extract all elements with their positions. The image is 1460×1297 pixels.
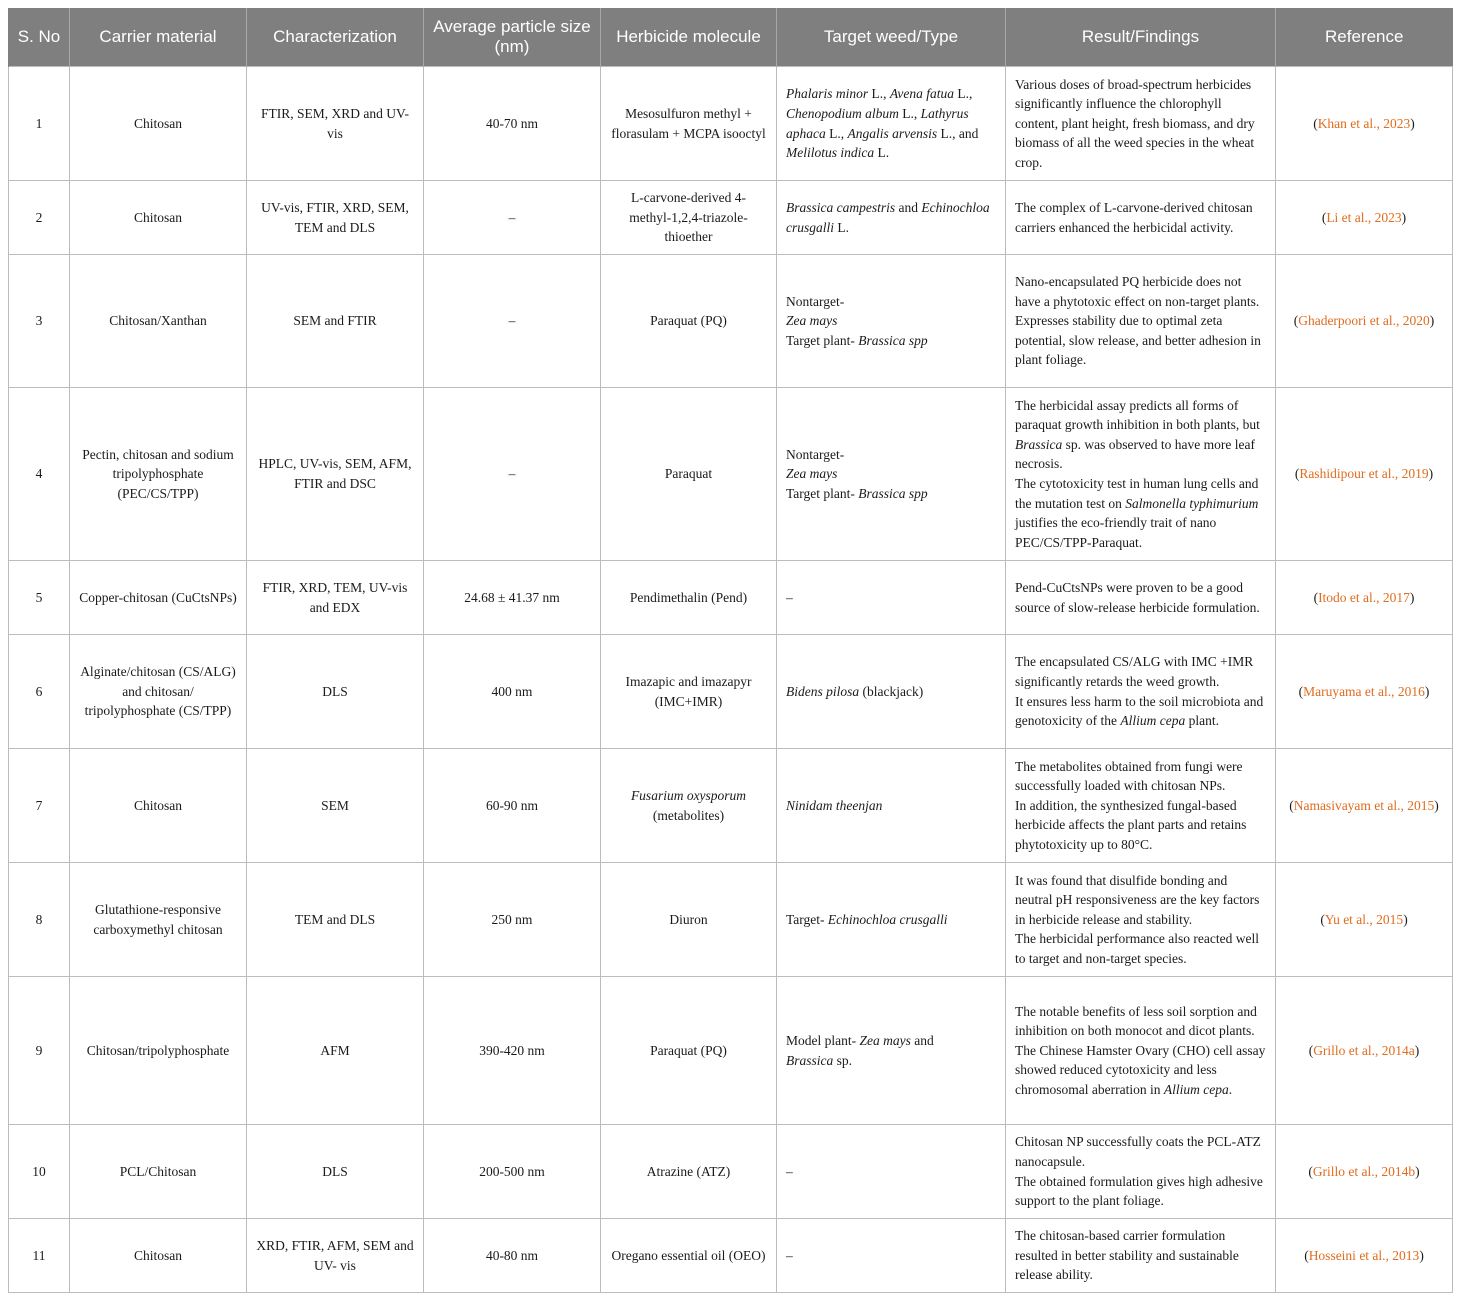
cell-result: Nano-encapsulated PQ herbicide does not have a phytotoxic effect on non-target plants. Expresses stability due to optimal zeta potential, slow release, and better adhesion in plant foliage.: [1006, 255, 1276, 388]
cell-sno: 4: [9, 388, 70, 561]
cell-size: 40-70 nm: [424, 67, 601, 181]
cell-target: Ninidam theenjan: [777, 749, 1006, 863]
cell-characterization: SEM: [247, 749, 424, 863]
cell-herbicide: Paraquat: [601, 388, 777, 561]
cell-carrier: Chitosan: [70, 1219, 247, 1293]
cell-size: 250 nm: [424, 863, 601, 977]
reference-link[interactable]: Li et al., 2023: [1326, 209, 1402, 225]
reference-link[interactable]: Hosseini et al., 2013: [1308, 1247, 1420, 1263]
cell-reference: (Itodo et al., 2017): [1276, 561, 1453, 635]
cell-reference: (Rashidipour et al., 2019): [1276, 388, 1453, 561]
cell-herbicide: Atrazine (ATZ): [601, 1125, 777, 1219]
cell-sno: 7: [9, 749, 70, 863]
reference-link[interactable]: Rashidipour et al., 2019: [1299, 466, 1429, 482]
cell-result: The chitosan-based carrier formulation resulted in better stability and sustainable release ability.: [1006, 1219, 1276, 1293]
cell-sno: 5: [9, 561, 70, 635]
cell-sno: 9: [9, 977, 70, 1125]
cell-target: Model plant- Zea mays and Brassica sp.: [777, 977, 1006, 1125]
cell-herbicide: Mesosulfuron methyl + florasulam + MCPA isooctyl: [601, 67, 777, 181]
table-row: [9, 255, 1453, 388]
reference-link[interactable]: Ghaderpoori et al., 2020: [1298, 313, 1430, 329]
cell-carrier: Chitosan/Xanthan: [70, 255, 247, 388]
reference-link[interactable]: Maruyama et al., 2016: [1303, 683, 1425, 699]
cell-target: Bidens pilosa (blackjack): [777, 635, 1006, 749]
cell-sno: 10: [9, 1125, 70, 1219]
cell-herbicide: Fusarium oxysporum (metabolites): [601, 749, 777, 863]
cell-target: –: [777, 561, 1006, 635]
col-header-sno: S. No: [9, 8, 70, 67]
cell-reference: (Li et al., 2023): [1276, 181, 1453, 255]
cell-herbicide: Paraquat (PQ): [601, 255, 777, 388]
cell-characterization: XRD, FTIR, AFM, SEM and UV- vis: [247, 1219, 424, 1293]
cell-sno: 1: [9, 67, 70, 181]
table-row: [9, 181, 1453, 255]
cell-herbicide: Pendimethalin (Pend): [601, 561, 777, 635]
table-row: [9, 561, 1453, 635]
table-row: [9, 67, 1453, 181]
cell-carrier: Alginate/chitosan (CS/ALG) and chitosan/ tripolyphosphate (CS/TPP): [70, 635, 247, 749]
cell-size: 390-420 nm: [424, 977, 601, 1125]
cell-carrier: Chitosan: [70, 181, 247, 255]
reference-link[interactable]: Grillo et al., 2014a: [1313, 1042, 1415, 1058]
table-row: [9, 977, 1453, 1125]
cell-carrier: Chitosan/tripolyphosphate: [70, 977, 247, 1125]
cell-reference: (Namasivayam et al., 2015): [1276, 749, 1453, 863]
cell-herbicide: Oregano essential oil (OEO): [601, 1219, 777, 1293]
col-header-result: Result/Findings: [1006, 8, 1276, 67]
cell-reference: (Hosseini et al., 2013): [1276, 1219, 1453, 1293]
table-row: [9, 749, 1453, 863]
cell-size: –: [424, 181, 601, 255]
cell-reference: (Maruyama et al., 2016): [1276, 635, 1453, 749]
cell-reference: (Yu et al., 2015): [1276, 863, 1453, 977]
cell-target: –: [777, 1219, 1006, 1293]
cell-herbicide: Imazapic and imazapyr (IMC+IMR): [601, 635, 777, 749]
col-header-herbicide: Herbicide molecule: [601, 8, 777, 67]
cell-result: The notable benefits of less soil sorption and inhibition on both monocot and dicot plants. The Chinese Hamster Ovary (CHO) cell assay showed reduced cytotoxicity and less chromosomal aberration in Allium cepa.: [1006, 977, 1276, 1125]
cell-size: –: [424, 388, 601, 561]
cell-size: 24.68 ± 41.37 nm: [424, 561, 601, 635]
cell-size: –: [424, 255, 601, 388]
reference-link[interactable]: Grillo et al., 2014b: [1312, 1163, 1416, 1179]
cell-carrier: Copper-chitosan (CuCtsNPs): [70, 561, 247, 635]
col-header-target: Target weed/Type: [777, 8, 1006, 67]
cell-result: Various doses of broad-spectrum herbicides significantly influence the chlorophyll content, plant height, fresh biomass, and dry biomass of all the weed species in the wheat crop.: [1006, 67, 1276, 181]
reference-link[interactable]: Khan et al., 2023: [1317, 115, 1411, 131]
cell-sno: 6: [9, 635, 70, 749]
table-row: [9, 635, 1453, 749]
cell-characterization: SEM and FTIR: [247, 255, 424, 388]
col-header-characterization: Characterization: [247, 8, 424, 67]
cell-characterization: AFM: [247, 977, 424, 1125]
col-header-carrier: Carrier material: [70, 8, 247, 67]
cell-reference: (Grillo et al., 2014a): [1276, 977, 1453, 1125]
cell-sno: 2: [9, 181, 70, 255]
cell-sno: 11: [9, 1219, 70, 1293]
cell-herbicide: L-carvone-derived 4-methyl-1,2,4-triazole-thioether: [601, 181, 777, 255]
cell-target: Target- Echinochloa crusgalli: [777, 863, 1006, 977]
cell-carrier: Chitosan: [70, 67, 247, 181]
col-header-reference: Reference: [1276, 8, 1453, 67]
cell-characterization: UV-vis, FTIR, XRD, SEM, TEM and DLS: [247, 181, 424, 255]
cell-herbicide: Paraquat (PQ): [601, 977, 777, 1125]
reference-link[interactable]: Itodo et al., 2017: [1318, 589, 1410, 605]
cell-target: Brassica campestris and Echinochloa crusgalli L.: [777, 181, 1006, 255]
herbicide-carrier-table: [8, 8, 1453, 1293]
cell-result: The metabolites obtained from fungi were successfully loaded with chitosan NPs. In addition, the synthesized fungal-based herbicide affects the plant parts and retains phytotoxicity up to 80°C.: [1006, 749, 1276, 863]
cell-target: –: [777, 1125, 1006, 1219]
cell-result: Pend-CuCtsNPs were proven to be a good source of slow-release herbicide formulation.: [1006, 561, 1276, 635]
cell-target: Nontarget- Zea mays Target plant- Brassica spp: [777, 388, 1006, 561]
cell-size: 60-90 nm: [424, 749, 601, 863]
cell-result: The complex of L-carvone-derived chitosan carriers enhanced the herbicidal activity.: [1006, 181, 1276, 255]
cell-carrier: Chitosan: [70, 749, 247, 863]
reference-link[interactable]: Yu et al., 2015: [1324, 911, 1404, 927]
cell-result: The herbicidal assay predicts all forms of paraquat growth inhibition in both plants, but Brassica sp. was observed to have more leaf necrosis. The cytotoxicity test in human lung cells and the mutation test on Salmonella typhimurium justifies the eco-friendly trait of nano PEC/CS/TPP-Paraquat.: [1006, 388, 1276, 561]
cell-characterization: DLS: [247, 1125, 424, 1219]
cell-carrier: PCL/Chitosan: [70, 1125, 247, 1219]
cell-carrier: Glutathione-responsive carboxymethyl chitosan: [70, 863, 247, 977]
cell-characterization: DLS: [247, 635, 424, 749]
table-row: [9, 388, 1453, 561]
cell-size: 200-500 nm: [424, 1125, 601, 1219]
cell-reference: (Khan et al., 2023): [1276, 67, 1453, 181]
table-row: [9, 863, 1453, 977]
cell-sno: 3: [9, 255, 70, 388]
cell-size: 400 nm: [424, 635, 601, 749]
table-row: [9, 1125, 1453, 1219]
cell-size: 40-80 nm: [424, 1219, 601, 1293]
cell-characterization: FTIR, XRD, TEM, UV-vis and EDX: [247, 561, 424, 635]
header-row: [9, 8, 1453, 67]
reference-link[interactable]: Namasivayam et al., 2015: [1293, 797, 1435, 813]
table-row: [9, 1219, 1453, 1293]
cell-reference: (Grillo et al., 2014b): [1276, 1125, 1453, 1219]
cell-sno: 8: [9, 863, 70, 977]
col-header-size: Average particle size (nm): [424, 8, 601, 67]
cell-result: It was found that disulfide bonding and neutral pH responsiveness are the key factors in herbicide release and stability. The herbicidal performance also reacted well to target and non-target species.: [1006, 863, 1276, 977]
cell-carrier: Pectin, chitosan and sodium tripolyphosphate (PEC/CS/TPP): [70, 388, 247, 561]
cell-reference: (Ghaderpoori et al., 2020): [1276, 255, 1453, 388]
cell-result: Chitosan NP successfully coats the PCL-ATZ nanocapsule. The obtained formulation gives high adhesive support to the plant foliage.: [1006, 1125, 1276, 1219]
cell-characterization: HPLC, UV-vis, SEM, AFM, FTIR and DSC: [247, 388, 424, 561]
cell-characterization: FTIR, SEM, XRD and UV-vis: [247, 67, 424, 181]
cell-target: Phalaris minor L., Avena fatua L., Chenopodium album L., Lathyrus aphaca L., Angalis arvensis L., and Melilotus indica L.: [777, 67, 1006, 181]
cell-herbicide: Diuron: [601, 863, 777, 977]
cell-characterization: TEM and DLS: [247, 863, 424, 977]
cell-result: The encapsulated CS/ALG with IMC +IMR significantly retards the weed growth. It ensures less harm to the soil microbiota and genotoxicity of the Allium cepa plant.: [1006, 635, 1276, 749]
cell-target: Nontarget- Zea mays Target plant- Brassica spp: [777, 255, 1006, 388]
